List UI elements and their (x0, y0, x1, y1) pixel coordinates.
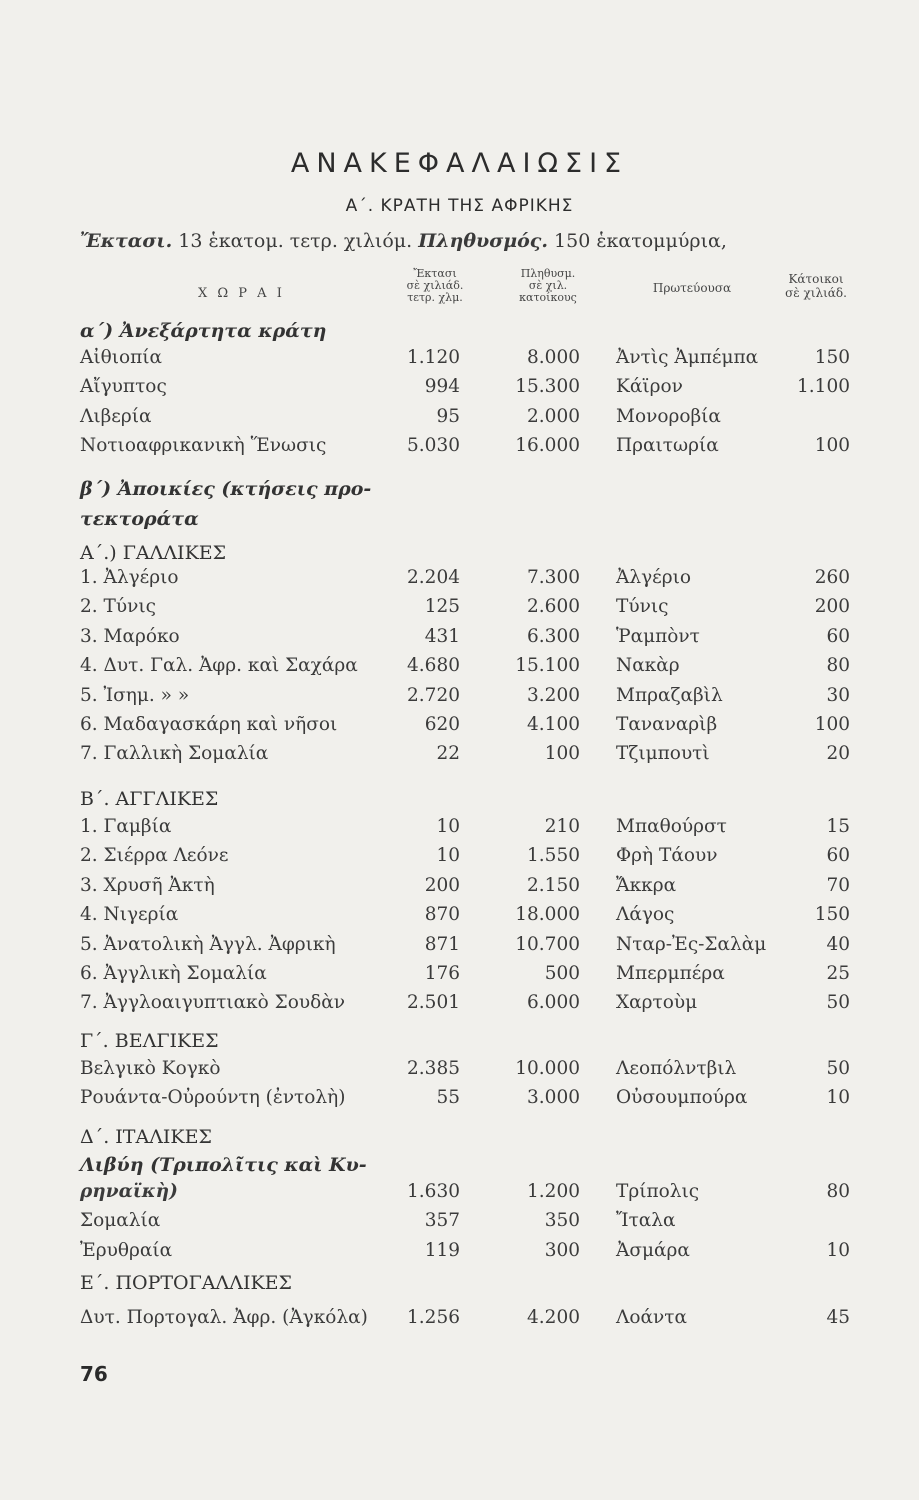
inhabitants-value: 10 (826, 1087, 850, 1109)
inhabitants-value: 150 (814, 347, 850, 368)
area-value: 2.501 (407, 992, 460, 1014)
area-value: 431 (424, 625, 460, 647)
area-value: 2.385 (407, 1058, 460, 1079)
capital-name: Ἴταλα (616, 1210, 676, 1232)
capital-name: Κάϊρον (616, 376, 683, 398)
area-value: 95 (436, 405, 460, 427)
population-value: 6.000 (527, 992, 580, 1014)
area-value: 5.030 (407, 435, 460, 457)
table-row (80, 1055, 850, 1082)
capital-name: Τύνις (616, 596, 669, 618)
section-independent: α΄) Ἀνεξάρτητα κράτη (80, 320, 327, 342)
population-value: 10.700 (515, 933, 580, 955)
population-value: 350 (544, 1210, 580, 1232)
capital-name: Ἄκκρα (616, 874, 677, 896)
country-name: 6. Ἀγγλικὴ Σομαλία (80, 963, 267, 984)
population-value: 1.200 (527, 1181, 580, 1202)
section-colonies: β΄) Ἀποικίες (κτήσεις προ- (80, 478, 372, 500)
area-value: 620 (424, 714, 460, 735)
inhabitants-value: 260 (814, 567, 850, 588)
table-row (80, 931, 850, 958)
population-value: 1.550 (527, 845, 580, 867)
population-value: 300 (544, 1239, 580, 1261)
capital-name: Πραιτωρία (616, 435, 719, 457)
country-name: Βελγικὸ Κογκὸ (80, 1058, 221, 1079)
area-value: 4.680 (407, 655, 460, 677)
country-name: 4. Δυτ. Γαλ. Ἀφρ. καὶ Σαχάρα (80, 655, 358, 677)
country-name: ρηναϊκὴ) (80, 1181, 178, 1202)
population-value: 2.150 (527, 874, 580, 896)
population-value: 10.000 (515, 1058, 580, 1079)
country-name: Ἐρυθραία (80, 1239, 173, 1261)
area-value: 2.204 (407, 567, 460, 588)
table-row (80, 1207, 850, 1234)
country-name: Αἴγυπτος (80, 376, 167, 398)
country-name: 4. Νιγερία (80, 904, 179, 926)
table-row (80, 623, 850, 650)
header-capital: Πρωτεύουσα (652, 281, 732, 295)
inhabitants-value: 40 (826, 933, 850, 955)
country-name: Δυτ. Πορτογαλ. Ἀφρ. (Ἀγκόλα) (80, 1307, 368, 1328)
libya-label: Λιβύη (Τριπολῖτις καὶ Κυ- (80, 1154, 367, 1176)
population-value: 3.000 (527, 1087, 580, 1109)
header-population (493, 268, 603, 304)
page-title: ΑΝΑΚΕΦΑΛΑΙΩΣΙΣ (290, 148, 629, 179)
country-name: 5. Ἀνατολικὴ Ἀγγλ. Ἀφρικὴ (80, 933, 336, 955)
header-countries: Χ Ω Ρ Α Ι (198, 286, 285, 301)
area-value: 871 (424, 933, 460, 955)
population-value: 500 (544, 963, 580, 984)
table-row (80, 813, 850, 840)
country-name: Ρουάντα-Οὐρούντη (ἐντολὴ) (80, 1087, 346, 1109)
capital-name: Ἀσμάρα (616, 1239, 690, 1261)
table-row (80, 1178, 850, 1205)
area-label: Ἔκτασι. (80, 230, 173, 252)
population-value: 4.200 (527, 1307, 580, 1328)
country-name: 2. Τύνις (80, 596, 156, 618)
section-french: Α΄.) ΓΑΛΛΙΚΕΣ (80, 542, 227, 564)
capital-name: Τζιμπουτὶ (616, 743, 710, 765)
country-name: 2. Σιέρρα Λεόνε (80, 845, 229, 867)
inhabitants-value: 20 (826, 743, 850, 765)
header-inhabitants-line: σὲ χιλιάδ. (785, 286, 847, 300)
table-row (80, 403, 850, 430)
summary-line (80, 230, 850, 252)
capital-name: Μπερμπέρα (616, 963, 725, 984)
capital-name: Λοάντα (616, 1307, 687, 1328)
population-value: 3.200 (527, 684, 580, 706)
table-row (80, 989, 850, 1016)
area-value: 55 (436, 1087, 460, 1109)
inhabitants-value: 60 (826, 625, 850, 647)
section-british: Β΄. ΑΓΓΛΙΚΕΣ (80, 788, 219, 810)
inhabitants-value: 100 (814, 714, 850, 735)
country-name: 5. Ἰσημ. » » (80, 684, 190, 706)
header-inhabitants-line: Κάτοικοι (788, 272, 844, 286)
capital-name: Ἀλγέριο (616, 567, 691, 588)
header-inhabitants (766, 272, 866, 300)
capital-name: Χαρτοὺμ (616, 992, 698, 1014)
capital-name: Μπαθούρστ (616, 816, 727, 837)
table-row (80, 872, 850, 899)
capital-name: Οὐσουμπούρα (616, 1087, 748, 1109)
capital-name: Ῥαμπὸντ (616, 625, 700, 647)
inhabitants-value: 45 (826, 1307, 850, 1328)
country-name: Λιβερία (80, 405, 152, 427)
country-name: Σομαλία (80, 1210, 161, 1232)
country-name: Αἰθιοπία (80, 347, 163, 368)
area-value: 10 (436, 816, 460, 837)
inhabitants-value: 200 (814, 596, 850, 618)
inhabitants-value: 80 (826, 1181, 850, 1202)
section-colonies-cont: τεκτοράτα (80, 508, 199, 530)
table-row (80, 1237, 850, 1264)
capital-name: Μπραζαβὶλ (616, 684, 723, 706)
inhabitants-value: 70 (826, 874, 850, 896)
area-value: 2.720 (407, 684, 460, 706)
table-row (80, 1084, 850, 1111)
area-value: 1.256 (407, 1307, 460, 1328)
table-row (80, 344, 850, 371)
table-row (80, 740, 850, 767)
inhabitants-value: 15 (826, 816, 850, 837)
country-name: 1. Γαμβία (80, 816, 172, 837)
area-value: 870 (424, 904, 460, 926)
capital-name: Ἀντὶς Ἀμπέμπα (616, 347, 759, 368)
population-value: 2.000 (527, 405, 580, 427)
table-row (80, 960, 850, 987)
header-population-line: κατοίκους (519, 291, 577, 304)
country-name: 3. Μαρόκο (80, 625, 180, 647)
table-row (80, 593, 850, 620)
page-number: 76 (80, 1362, 108, 1386)
area-value: 994 (424, 376, 460, 398)
country-name: 7. Γαλλικὴ Σομαλία (80, 743, 269, 765)
area-value: 13 ἑκατομ. τετρ. χιλιόμ. (178, 230, 413, 252)
inhabitants-value: 30 (826, 684, 850, 706)
area-value: 357 (424, 1210, 460, 1232)
area-value: 119 (424, 1239, 460, 1261)
header-area-line: Ἔκτασι (413, 267, 457, 280)
inhabitants-value: 1.100 (797, 376, 850, 398)
area-value: 125 (424, 596, 460, 618)
inhabitants-value: 80 (826, 655, 850, 677)
table-row (80, 842, 850, 869)
inhabitants-value: 10 (826, 1239, 850, 1261)
header-population-line: Πληθυσμ. (520, 267, 576, 280)
capital-name: Νταρ-Ἐς-Σαλὰμ (616, 933, 767, 955)
inhabitants-value: 25 (826, 963, 850, 984)
country-name: 6. Μαδαγασκάρη καὶ νῆσοι (80, 714, 338, 735)
inhabitants-value: 50 (826, 992, 850, 1014)
population-value: 4.100 (527, 714, 580, 735)
capital-name: Ταναναρὶβ (616, 714, 718, 735)
header-population-line: σὲ χιλ. (528, 279, 568, 292)
country-name: 7. Ἀγγλοαιγυπτιακὸ Σουδὰν (80, 992, 345, 1014)
inhabitants-value: 150 (814, 904, 850, 926)
header-area (380, 268, 490, 304)
table-row (80, 901, 850, 928)
population-value: 150 ἑκατομμύρια, (554, 230, 727, 252)
capital-name: Φρὴ Τάουν (616, 845, 718, 867)
area-value: 200 (424, 874, 460, 896)
table-row (80, 711, 850, 738)
population-value: 210 (544, 816, 580, 837)
population-value: 6.300 (527, 625, 580, 647)
inhabitants-value: 60 (826, 845, 850, 867)
area-value: 22 (436, 743, 460, 765)
population-value: 100 (544, 743, 580, 765)
population-value: 18.000 (515, 904, 580, 926)
area-value: 1.630 (407, 1181, 460, 1202)
country-name: 1. Ἀλγέριο (80, 567, 179, 588)
area-value: 176 (424, 963, 460, 984)
capital-name: Λάγος (616, 904, 675, 926)
table-row (80, 432, 850, 459)
population-label: Πληθυσμός. (418, 230, 548, 252)
section-italian: Δ΄. ΙΤΑΛΙΚΕΣ (80, 1126, 212, 1148)
country-name: Νοτιοαφρικανικὴ Ἕνωσις (80, 435, 327, 457)
capital-name: Νακὰρ (616, 655, 680, 677)
section-belgian: Γ΄. ΒΕΛΓΙΚΕΣ (80, 1030, 219, 1052)
population-value: 16.000 (515, 435, 580, 457)
area-value: 10 (436, 845, 460, 867)
population-value: 15.100 (515, 655, 580, 677)
header-area-line: τετρ. χλμ. (407, 291, 463, 304)
table-row (80, 682, 850, 709)
section-portuguese: Ε΄. ΠΟΡΤΟΓΑΛΛΙΚΕΣ (80, 1272, 292, 1294)
area-value: 1.120 (407, 347, 460, 368)
page-subtitle: Α΄. ΚΡΑΤΗ ΤΗΣ ΑΦΡΙΚΗΣ (345, 196, 574, 216)
capital-name: Μονοροβία (616, 405, 721, 427)
population-value: 7.300 (527, 567, 580, 588)
country-name: 3. Χρυσῆ Ἀκτὴ (80, 874, 215, 896)
table-row (80, 652, 850, 679)
table-row (80, 1304, 850, 1331)
population-value: 8.000 (527, 347, 580, 368)
capital-name: Τρίπολις (616, 1181, 700, 1202)
inhabitants-value: 50 (826, 1058, 850, 1079)
inhabitants-value: 100 (814, 435, 850, 457)
population-value: 15.300 (515, 376, 580, 398)
capital-name: Λεοπόλντβιλ (616, 1058, 737, 1079)
header-area-line: σὲ χιλιάδ. (406, 279, 464, 292)
table-row (80, 373, 850, 400)
population-value: 2.600 (527, 596, 580, 618)
table-row (80, 564, 850, 591)
